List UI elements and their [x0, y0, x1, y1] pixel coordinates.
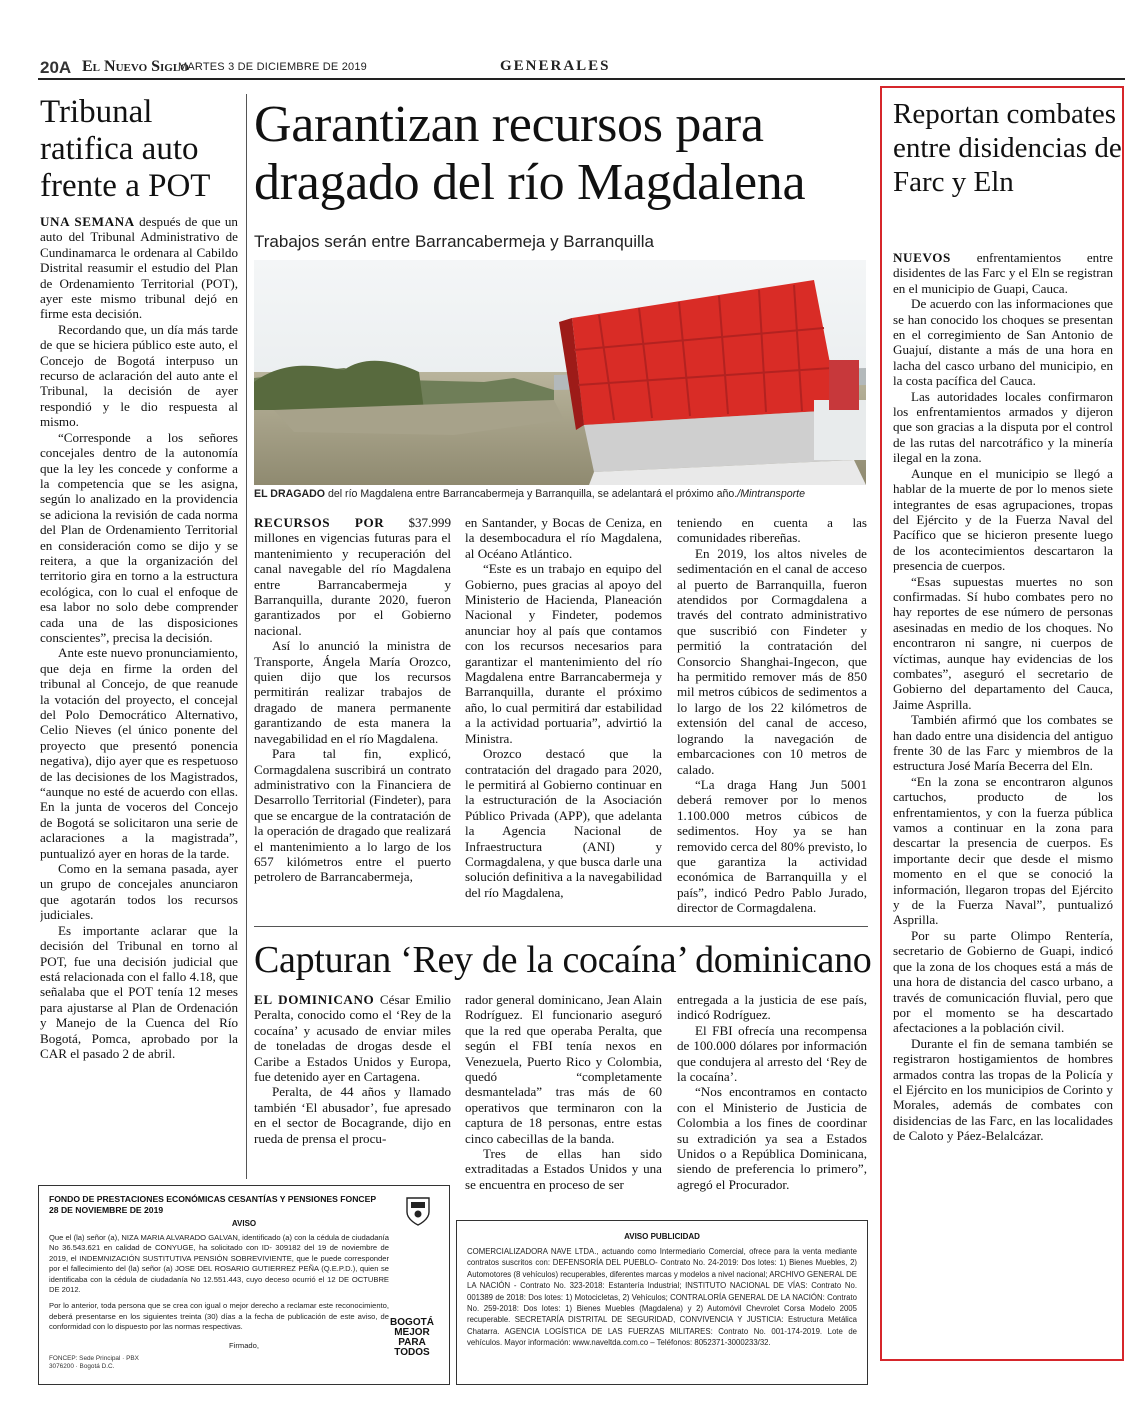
- reportan-paragraph: Las autoridades locales confirmaron los enfrentamientos armados y dijeron que son gracias a la disputa por el control de las rutas del narcotráfico y la minería ilegal en la zona.: [893, 388, 1113, 466]
- nave-body: COMERCIALIZADORA NAVE LTDA., actuando como Intermediario Comercial, ofrece para la venta mediante contratos suscritos con: DEFENSORÍA DEL PUEBLO- Contrato No. 24-2019: Dos lotes: 1) Bienes Muebles, 2) Automotores (8 vehículos) recuperables, diferentes marcas y modelos a nivel nacional; ARCHIVO GENERAL DE LA NACIÓN - Contrato No. 323-2018: Estantería Industrial; INSTITUTO NACIONAL DE VÍAS: Contrato No. 001389 de 2018: Dos lotes: 1) Motocicletas, 2) Vehículos; CONTRALORÍA GENERAL DE LA NACIÓN: Contrato No. 259-2018: Dos lotes: 1) Bienes Muebles (Magdalena) y 2) Automóvil Chevrolet Corsa Modelo 2005 recuperable. SECRETARÍA DISTRITAL DE SEGURIDAD, CONVIVENCIA Y JUSTICIA: Estructura Metálica Chatarra. AGENCIA LOGÍSTICA DE LAS FUERZAS MILITARES: Contrato No. 001-174-2019. Lote de vehículos. Mayor información: www.naveltda.com.co – Teléfonos: 8052371-3000233/32.: [467, 1247, 857, 1348]
- foncep-body-2: Por lo anterior, toda persona que se crea con igual o mejor derecho a reclamar este reconocimiento, deberá presentarse en los siguientes treinta (30) días a la fecha de publicación de este aviso, de conformidad con lo dispuesto por las normas respectivas.: [49, 1301, 389, 1332]
- reportan-paragraph: “En la zona se encontraron algunos cartuchos, producto de los enfrentamientos, y con la fuerza pública vamos a continuar en la zona para descartar la presencia de cuerpos. Es importante decir que desde el mismo momento en el que se conoció la información, llegaron tropas del Ejército y de la Fuerza Naval”, puntualizó Asprilla.: [893, 773, 1113, 928]
- foncep-title: FONDO DE PRESTACIONES ECONÓMICAS CESANTÍAS Y PENSIONES FONCEP: [49, 1194, 377, 1204]
- garantizan-paragraph: Así lo anunció la ministra de Transporte, Ángela María Orozco, quien dijo que los recursos permitirán realizar trabajos de dragado de manera permanente garantizando de esta manera la navegabilidad en el río Magdalena.: [254, 638, 451, 746]
- caption-credit: /Mintransporte: [737, 488, 805, 500]
- reportan-paragraph: También afirmó que los combates se han dado entre una disidencia del antiguo frente 30 de las Farc y miembros de la estructura José María Becerra del Eln.: [893, 712, 1113, 774]
- capturan-column-3: [677, 992, 867, 1202]
- caption-lead: EL DRAGADO: [254, 488, 326, 500]
- capturan-paragraph: “Nos encontramos en contacto con el Ministerio de Justicia de Colombia a los fines de coordinar su extradición ya sea a Estados Unidos o a República Dominicana, siendo de preferencia lo primero”, agregó el Procurador.: [677, 1084, 867, 1192]
- foncep-footer: FONCEP: Sede Principal · PBX 3076200 · Bogotá D.C.: [49, 1355, 139, 1371]
- capturan-lead: EL DOMINICANO: [254, 992, 375, 1007]
- garantizan-paragraph: “Este es un trabajo en equipo del Gobierno, pues gracias al apoyo del Ministerio de Hacienda, Planeación Nacional y Findeter, podemos anunciar hoy al país que contamos con los recursos necesarios para garantizar el mantenimiento del río Magdalena entre Barrancabermeja y Barranquilla, durante el próximo año, lo cual permitirá dar estabilidad a la actividad portuaria”, advirtió la Ministra.: [465, 561, 662, 746]
- foncep-signed: Firmado,: [229, 1340, 259, 1350]
- reportan-paragraph: Aunque en el municipio se llegó a hablar de la muerte de por lo menos siete integrantes de esas agrupaciones, tropas del Ejército y de la Fuerza Naval del Pacífico que se hicieron presente luego de los acontecimientos descartaron la presencia de cuerpos.: [893, 465, 1113, 574]
- garantizan-lead: RECURSOS POR: [254, 515, 385, 530]
- foncep-body: Que el (la) señor (a), NIZA MARIA ALVARADO GALVAN, identificado (a) con la cédula de ciudadanía No 36.543.621 en calidad de CONYUGE, ha solicitado con ID- 309182 del 19 de noviembre de 2019, el INDEMNIZACIÓN SUSTITUTIVA PENSIÓN SOBREVIVIENTE, que le puede corresponder por el fallecimiento del (la) señor (a) JOSE DEL ROSARIO GUTIERREZ PEÑA (Q.E.P.D.), quien se identificaba con la cédula de ciudadanía No 12.551.443, cuyo deceso ocurrió el 12 DE OCTUBRE DE 2012.: [49, 1233, 389, 1295]
- tribunal-article-body: [40, 214, 238, 1174]
- garantizan-paragraph: “La draga Hang Jun 5001 deberá remover por lo menos 1.100.000 metros cúbicos de sedimentos. Hoy ya se han removido cerca del 80% previsto, lo que garantiza la actividad económica de Barranquilla y el país”, indicó Pedro Pablo Jurado, director de Cormagdalena.: [677, 776, 867, 915]
- reportan-headline: Reportan combates entre disidencias de Farc y Eln: [893, 98, 1122, 198]
- reportan-paragraph: De acuerdo con las informaciones que se han conocido los choques se presentan en el corregimiento de San Antonio de Guajuí, distante a más de una hora en lacha del casco urbano del municipio, en la costa pacífica del Cauca.: [893, 296, 1113, 389]
- garantizan-paragraph: Para tal fin, explicó, Cormagdalena suscribirá un contrato administrativo con la Financiera de Desarrollo Territorial (Findeter), para que se encargue de la contratación de la operación de dragado que realizará el mantenimiento a lo largo de los 657 kilómetros entre el puerto petrolero de Barrancabermeja,: [254, 746, 451, 885]
- foncep-notice: [38, 1185, 450, 1385]
- capturan-column-2: [465, 992, 662, 1202]
- garantizan-column-1: [254, 515, 451, 915]
- capturan-headline: Capturan ‘Rey de la cocaína’ dominicano: [254, 939, 872, 981]
- tribunal-paragraph: Es importante aclarar que la decisión del Tribunal en torno al POT, fue una decisión judicial que está relacionada con el fallo 4.18, que señalaba que el POT tenía 12 meses para ajustarse al Plan de Ordenación y Manejo de la Cuenca del Río Bogotá, Pomca, aprobado por la CAR el pasado 2 de abril.: [40, 922, 238, 1061]
- garantizan-paragraph: en Santander, y Bocas de Ceniza, en la desembocadura el río Magdalena, al Océano Atlántico.: [465, 515, 662, 561]
- page-number: 20A: [40, 58, 72, 77]
- capturan-column-1: [254, 992, 451, 1172]
- tribunal-paragraph: Como en la semana pasada, ayer un grupo de concejales anunciaron que agotarán todos los recursos judiciales.: [40, 861, 238, 923]
- photo-caption: [254, 488, 866, 500]
- dredging-photo: [254, 260, 866, 485]
- garantizan-paragraph: $37.999 millones en vigencias futuras para el mantenimiento y recuperación del canal navegable del río Magdalena entre Barrancabermeja y Barranquilla, durante 2020, fueron garantizados por el Gobierno nacional.: [254, 515, 451, 638]
- header-rule: [38, 78, 1125, 80]
- garantizan-subheadline: Trabajos serán entre Barrancabermeja y Barranquilla: [254, 232, 655, 251]
- nave-notice: [456, 1220, 868, 1385]
- capturan-paragraph: El FBI ofrecía una recompensa de 100.000 dólares por información que condujera al arresto del ‘Rey de la cocaína’.: [677, 1022, 867, 1085]
- reportan-article-body: [893, 250, 1113, 1350]
- bogota-mejor-logo: BOGOTÁ MEJOR PARA TODOS: [390, 1317, 434, 1358]
- tribunal-paragraph: Recordando que, un día más tarde de que se hiciera público este auto, el Concejo de Bogotá interpuso un recurso de aclaración del auto ante el Tribunal, la decisión de ayer respondió y le dio respuesta al mismo.: [40, 321, 238, 430]
- reportan-lead: NUEVOS: [893, 250, 951, 265]
- capturan-paragraph: Peralta, de 44 años y llamado también ‘El abusador’, fue apresado en el sector de Bocagrande, dijo en rueda de prensa el procu-: [254, 1084, 451, 1146]
- bogota-crest-icon: [405, 1196, 431, 1226]
- garantizan-headline: Garantizan recursos para dragado del río Magdalena: [254, 96, 806, 211]
- reportan-paragraph: Durante el fin de semana también se registraron hostigamientos de hombres armados contra las tropas de la Policía y el Ejército en los municipios de Corinto y Morales, además de combates con disidencias de las Farc, en las localidades de Caloto y Páez-Belalcázar.: [893, 1035, 1113, 1144]
- tribunal-paragraph: “Corresponde a los señores concejales dentro de la autonomía que la ley les concede y conforme a la competencia que se les asigna, según lo analizado en la providencia se adiciona la revisión de cada norma del Plan de Ordenamiento Territorial en consideración como se dijo y se reitera, a que la organización del territorio gira en torno a la estructura ecológica, con lo cual el enfoque de esa labor no solo debe comprender cada una de las disposiciones conscientes”, precisa la decisión.: [40, 429, 238, 645]
- foncep-label: AVISO: [231, 1219, 257, 1228]
- tribunal-lead: UNA SEMANA: [40, 214, 135, 229]
- reportan-paragraph: Por su parte Olimpo Rentería, secretario de Gobierno de Guapi, indicó que la zona de los choques está a más de una hora de distancia del casco urbano, a través de comunicación fluvial, pero que por el momento se ha descartado afectaciones a la población civil.: [893, 927, 1113, 1036]
- tribunal-paragraph: Ante este nuevo pronunciamiento, que deja en firme la orden del tribunal al Concejo, de que reanude la votación del proyecto, el concejal del Polo Democrático Alternativo, Celio Nieves (el único ponente del proyecto que presentó ponencia negativa), dijo ayer que es respetuoso de las decisiones de los Magistrados, “aunque no esté de acuerdo con ellas. En la junta de voceros del Concejo de Bogotá se solicitaron una serie de aclaraciones a la magistrada”, puntualizó ayer en horas de la tarde.: [40, 645, 238, 861]
- garantizan-paragraph: teniendo en cuenta a las comunidades ribereñas.: [677, 515, 867, 546]
- reportan-paragraph: enfrentamientos entre disidentes de las Farc y el Eln se registran en el municipio de Guapi, Cauca.: [893, 250, 1113, 296]
- dredging-photo-illustration: [254, 260, 866, 485]
- foncep-date: 28 DE NOVIEMBRE DE 2019: [49, 1205, 164, 1215]
- nave-title: AVISO PUBLICIDAD: [624, 1232, 700, 1241]
- caption-text: del río Magdalena entre Barrancabermeja y Barranquilla, se adelantará el próximo año.: [325, 488, 738, 500]
- tribunal-headline: Tribunal ratifica auto frente a POT: [40, 94, 211, 204]
- garantizan-column-3: [677, 515, 867, 915]
- garantizan-column-2: [465, 515, 662, 915]
- tribunal-paragraph: después de que un auto del Tribunal Administrativo de Cundinamarca le ordenara al Cabildo Distrital reasumir el estudio del Plan de Ordenamiento Territorial (POT), ayer este mismo tribunal dejó en firme esta decisión.: [40, 214, 238, 322]
- garantizan-paragraph: En 2019, los altos niveles de sedimentación en el canal de acceso al puerto de Barranquilla, fueron atendidos por Cormagdalena a través del contrato administrativo que suscribió con Findeter y permitió la contratación del Consorcio Shanghai-Ingecon, que ha permitido remover más de 850 mil metros cúbicos de sedimentos a lo largo de los 22 kilómetros de extensión del canal de acceso, logrando la navegación de embarcaciones con 10 metros de calado.: [677, 545, 867, 777]
- section-name: GENERALES: [500, 58, 611, 74]
- issue-date: MARTES 3 DE DICIEMBRE DE 2019: [178, 61, 367, 73]
- section-divider: [254, 926, 868, 927]
- capturan-paragraph: Tres de ellas han sido extraditadas a Estados Unidos y una se encuentra en proceso de ser: [465, 1146, 662, 1192]
- garantizan-paragraph: Orozco destacó que la contratación del dragado para 2020, le permitirá al Gobierno continuar en la estructuración de la Asociación Público Privada (APP), que adelanta la Agencia Nacional de Infraestructura (ANI) y Cormagdalena, y que busca darle una solución definitiva a la navegabilidad del río Magdalena,: [465, 746, 662, 900]
- capturan-paragraph: entregada a la justicia de ese país, indicó Rodríguez.: [677, 992, 867, 1023]
- reportan-paragraph: “Esas supuestas muertes no son confirmadas. Sí hubo combates pero no hay reportes de ese número de personas asesinadas en medio de los choques. No encontraron ni sangre, ni cuerpos de víctimas, aunque hay evidencias de los combates”, aseguró el secretario de Gobierno del departamento del Cauca, Jaime Asprilla.: [893, 573, 1113, 712]
- column-divider: [246, 94, 247, 1179]
- capturan-paragraph: César Emilio Peralta, conocido como el ‘Rey de la cocaína’ y acusado de enviar miles de toneladas de drogas desde el Caribe a Estados Unidos y Europa, fue detenido ayer en Cartagena.: [254, 992, 451, 1085]
- capturan-paragraph: rador general dominicano, Jean Alain Rodríguez. El funcionario aseguró que la red que operaba Peralta, que según el FBI tenía nexos en Venezuela, Puerto Rico y Colombia, quedó “completamente desmantelada” tras más de 60 operativos que terminaron con la captura de 18 personas, entre estas cinco cabecillas de la banda.: [465, 992, 662, 1146]
- newspaper-brand: El Nuevo Siglo: [82, 58, 189, 75]
